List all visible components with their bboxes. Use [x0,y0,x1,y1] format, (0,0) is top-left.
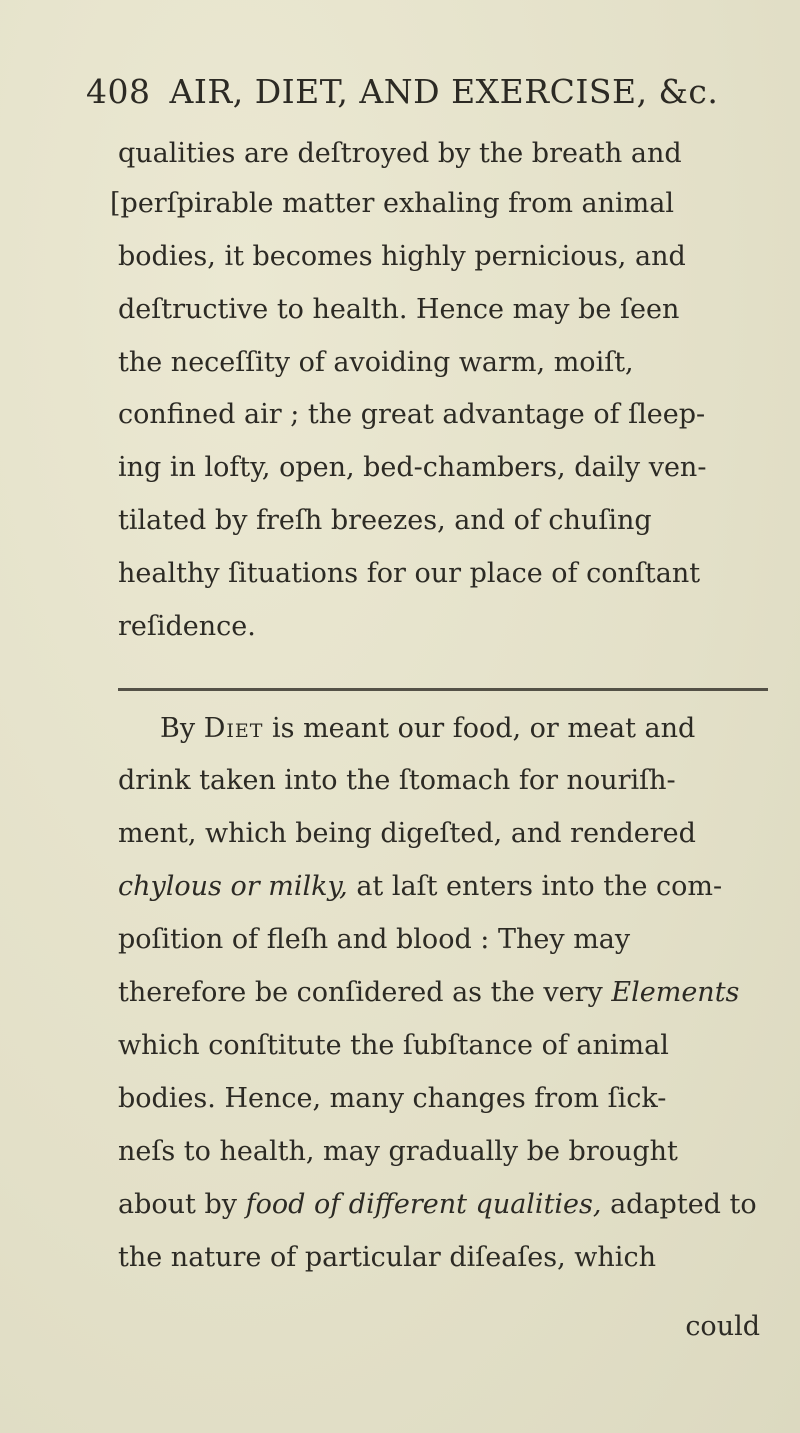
italic-run: Elements [611,977,740,1008]
text-line: drink taken into the ſtomach for nouriſh- [118,765,676,796]
text-line: ing in lofty, open, bed-chambers, daily ven- [118,452,707,483]
text-line [118,979,739,1006]
section-divider [118,688,768,691]
text-run: at laſt enters into the com- [356,871,723,902]
running-title: AIR, DIET, AND EXERCISE, &c. [169,72,719,111]
text-line: the nature of particular diſeaſes, which [118,1242,656,1273]
text-line: confined air ; the great advantage of ſleep- [118,399,706,430]
text-line: reſidence. [118,611,256,642]
text-line: deſtructive to health. Hence may be ſeen [118,294,680,325]
italic-run: food of different qualities, [245,1189,602,1220]
text-line: neſs to health, may gradually be brought [118,1136,678,1167]
italic-run: chylous or milky, [118,871,348,902]
text-line [160,715,695,742]
running-header [86,72,760,111]
text-line: qualities are deſtroyed by the breath and [118,138,682,169]
text-line: poſition of fleſh and blood : They may [118,924,631,955]
text-line: bodies. Hence, many changes from ſick- [118,1083,667,1114]
text-run: therefore be conſidered as the very [118,977,603,1008]
text-line: tilated by freſh breezes, and of chuſing [118,505,652,536]
text-line: healthy ſituations for our place of conſtant [118,558,701,589]
text-run: is meant our food, or meat and [272,713,696,744]
page-number: 408 [86,72,151,111]
catchword: could [685,1311,760,1342]
text-line: the neceſſity of avoiding warm, moiſt, [118,347,634,378]
drop-word: By [160,713,196,744]
text-line [118,1191,757,1218]
text-line: ment, which being digeſted, and rendered [118,818,696,849]
text-line: bodies, it becomes highly pernicious, and [118,241,686,272]
text-line: which conſtitute the ſubſtance of animal [118,1030,669,1061]
text-run: adapted to [610,1189,757,1220]
text-line: [perſpirable matter exhaling from animal [110,188,674,219]
term-diet: Diet [203,713,264,744]
text-line [118,873,722,900]
text-run: about by [118,1189,237,1220]
